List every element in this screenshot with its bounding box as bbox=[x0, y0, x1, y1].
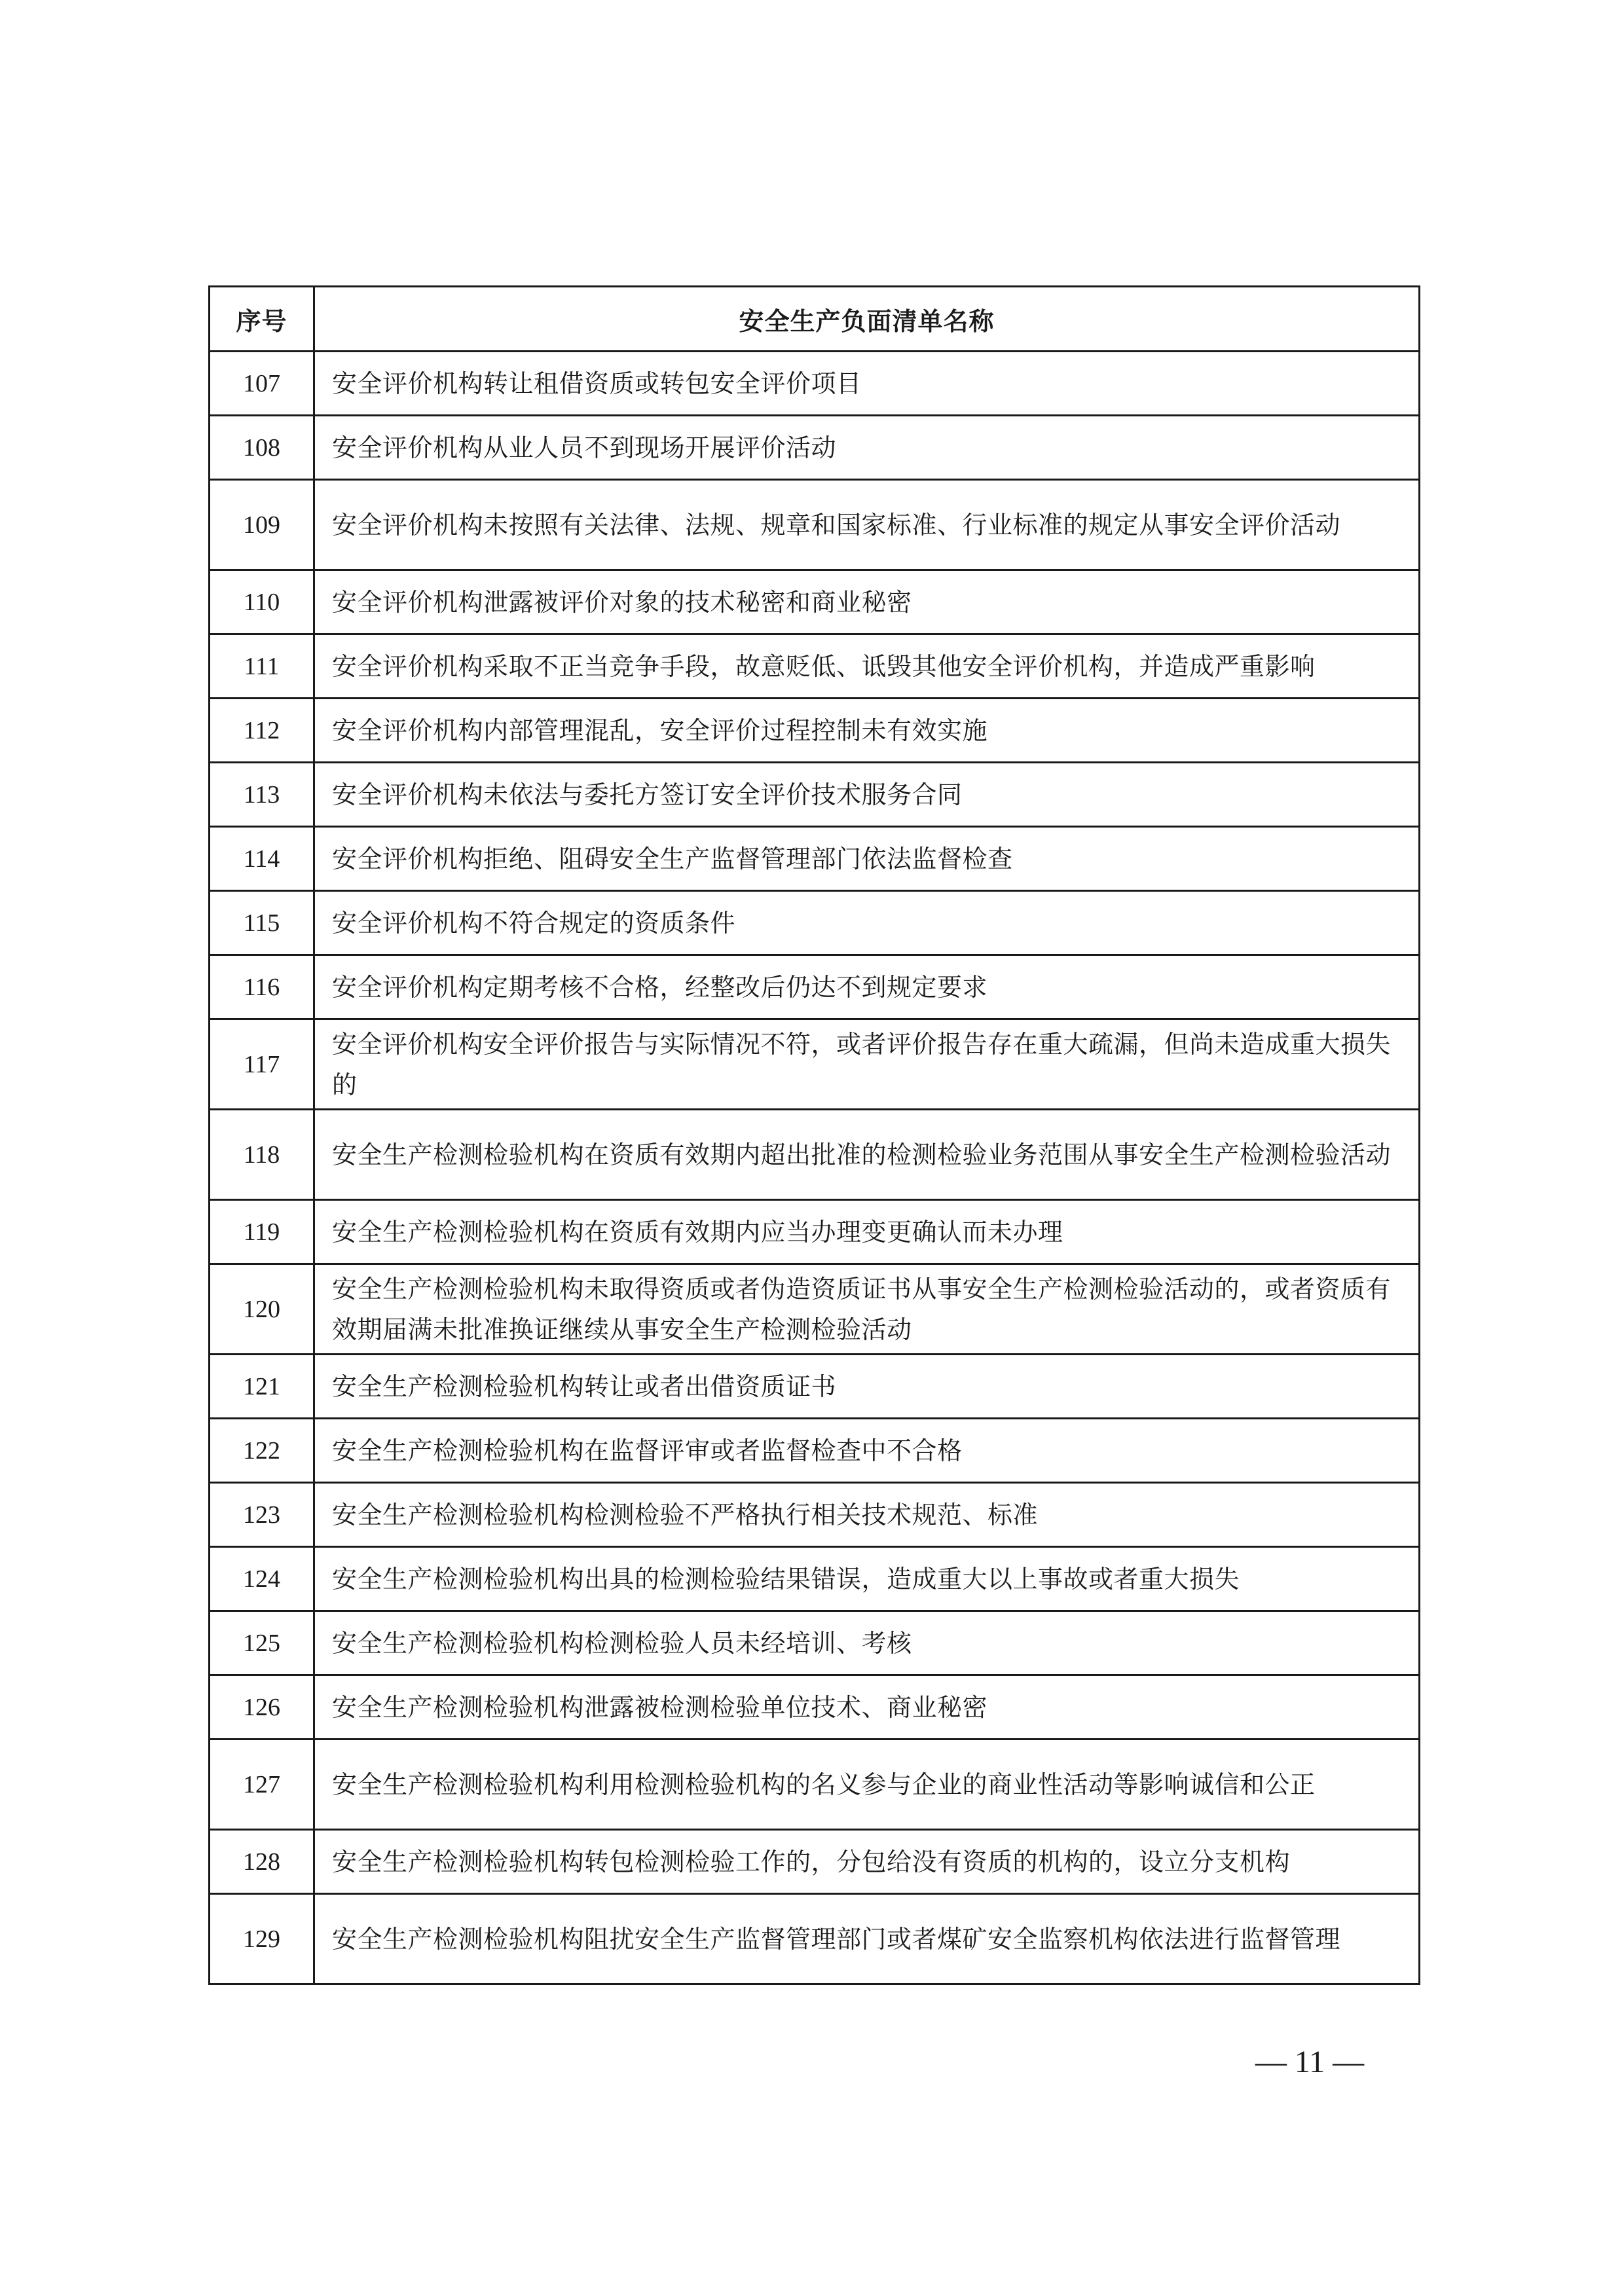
table-row bbox=[210, 1419, 1420, 1483]
row-name: 安全生产检测检验机构检测检验不严格执行相关技术规范、标准 bbox=[314, 1483, 1420, 1547]
row-number: 116 bbox=[210, 955, 314, 1019]
row-name: 安全生产检测检验机构阻扰安全生产监督管理部门或者煤矿安全监察机构依法进行监督管理 bbox=[314, 1894, 1420, 1984]
row-name: 安全生产检测检验机构转包检测检验工作的，分包给没有资质的机构的，设立分支机构 bbox=[314, 1830, 1420, 1894]
row-number: 112 bbox=[210, 699, 314, 763]
row-number: 127 bbox=[210, 1740, 314, 1830]
row-name: 安全生产检测检验机构在资质有效期内超出批准的检测检验业务范围从事安全生产检测检验活动 bbox=[314, 1110, 1420, 1200]
row-name: 安全评价机构泄露被评价对象的技术秘密和商业秘密 bbox=[314, 570, 1420, 634]
row-number: 115 bbox=[210, 891, 314, 955]
table-row bbox=[210, 1894, 1420, 1984]
row-number: 113 bbox=[210, 763, 314, 827]
row-number: 124 bbox=[210, 1547, 314, 1611]
table-row bbox=[210, 1200, 1420, 1264]
row-name: 安全评价机构定期考核不合格，经整改后仍达不到规定要求 bbox=[314, 955, 1420, 1019]
negative-list-table bbox=[208, 285, 1420, 1985]
row-name: 安全生产检测检验机构未取得资质或者伪造资质证书从事安全生产检测检验活动的，或者资质有效期届满未批准换证继续从事安全生产检测检验活动 bbox=[314, 1264, 1420, 1355]
row-number: 110 bbox=[210, 570, 314, 634]
row-name: 安全生产检测检验机构在资质有效期内应当办理变更确认而未办理 bbox=[314, 1200, 1420, 1264]
row-number: 128 bbox=[210, 1830, 314, 1894]
row-number: 107 bbox=[210, 352, 314, 416]
row-number: 109 bbox=[210, 480, 314, 570]
table-row bbox=[210, 891, 1420, 955]
table-row bbox=[210, 1740, 1420, 1830]
row-name: 安全评价机构从业人员不到现场开展评价活动 bbox=[314, 416, 1420, 480]
table-row bbox=[210, 699, 1420, 763]
table-row bbox=[210, 352, 1420, 416]
row-name: 安全生产检测检验机构转让或者出借资质证书 bbox=[314, 1355, 1420, 1419]
table-row bbox=[210, 1355, 1420, 1419]
row-name: 安全评价机构未依法与委托方签订安全评价技术服务合同 bbox=[314, 763, 1420, 827]
table-row bbox=[210, 1830, 1420, 1894]
row-name: 安全生产检测检验机构检测检验人员未经培训、考核 bbox=[314, 1611, 1420, 1675]
table-header-row bbox=[210, 287, 1420, 352]
table-row bbox=[210, 570, 1420, 634]
table-row bbox=[210, 1675, 1420, 1740]
row-number: 120 bbox=[210, 1264, 314, 1355]
row-number: 126 bbox=[210, 1675, 314, 1740]
row-name: 安全评价机构不符合规定的资质条件 bbox=[314, 891, 1420, 955]
row-name: 安全生产检测检验机构出具的检测检验结果错误，造成重大以上事故或者重大损失 bbox=[314, 1547, 1420, 1611]
row-name: 安全评价机构采取不正当竞争手段，故意贬低、诋毁其他安全评价机构，并造成严重影响 bbox=[314, 634, 1420, 699]
table-row bbox=[210, 1483, 1420, 1547]
row-name: 安全评价机构内部管理混乱，安全评价过程控制未有效实施 bbox=[314, 699, 1420, 763]
table-row bbox=[210, 416, 1420, 480]
table-row bbox=[210, 1264, 1420, 1355]
row-name: 安全生产检测检验机构泄露被检测检验单位技术、商业秘密 bbox=[314, 1675, 1420, 1740]
table-row bbox=[210, 1019, 1420, 1110]
row-name: 安全生产检测检验机构利用检测检验机构的名义参与企业的商业性活动等影响诚信和公正 bbox=[314, 1740, 1420, 1830]
table-body bbox=[210, 352, 1420, 1984]
page-number: — 11 — bbox=[1255, 2045, 1365, 2079]
table-row bbox=[210, 1611, 1420, 1675]
header-number: 序号 bbox=[210, 287, 314, 352]
table-row bbox=[210, 827, 1420, 891]
row-number: 125 bbox=[210, 1611, 314, 1675]
table-row bbox=[210, 1547, 1420, 1611]
row-name: 安全评价机构转让租借资质或转包安全评价项目 bbox=[314, 352, 1420, 416]
row-number: 117 bbox=[210, 1019, 314, 1110]
table-row bbox=[210, 480, 1420, 570]
row-number: 122 bbox=[210, 1419, 314, 1483]
row-number: 119 bbox=[210, 1200, 314, 1264]
row-name: 安全评价机构拒绝、阻碍安全生产监督管理部门依法监督检查 bbox=[314, 827, 1420, 891]
row-number: 111 bbox=[210, 634, 314, 699]
row-number: 123 bbox=[210, 1483, 314, 1547]
row-name: 安全评价机构未按照有关法律、法规、规章和国家标准、行业标准的规定从事安全评价活动 bbox=[314, 480, 1420, 570]
row-name: 安全生产检测检验机构在监督评审或者监督检查中不合格 bbox=[314, 1419, 1420, 1483]
table-row bbox=[210, 763, 1420, 827]
row-number: 108 bbox=[210, 416, 314, 480]
row-number: 121 bbox=[210, 1355, 314, 1419]
row-name: 安全评价机构安全评价报告与实际情况不符，或者评价报告存在重大疏漏，但尚未造成重大损失的 bbox=[314, 1019, 1420, 1110]
header-name: 安全生产负面清单名称 bbox=[314, 287, 1420, 352]
table-row bbox=[210, 1110, 1420, 1200]
row-number: 114 bbox=[210, 827, 314, 891]
table-row bbox=[210, 955, 1420, 1019]
row-number: 129 bbox=[210, 1894, 314, 1984]
table-row bbox=[210, 634, 1420, 699]
row-number: 118 bbox=[210, 1110, 314, 1200]
